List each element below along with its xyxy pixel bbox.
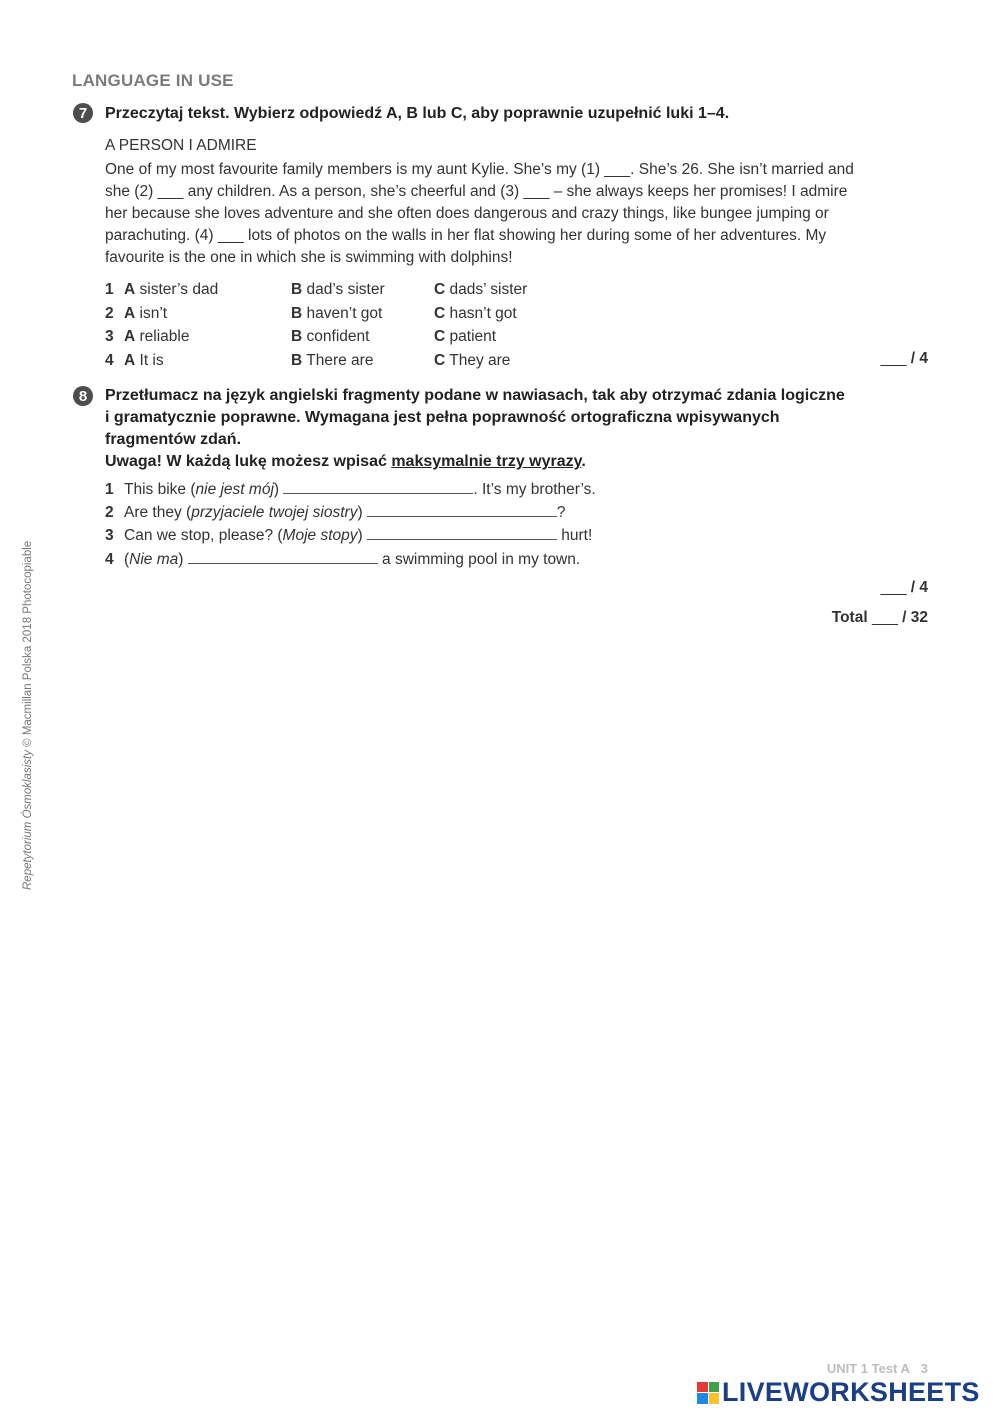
passage-line: her because she loves adventure and she often does dangerous and crazy things, like bungee jumping or [105, 205, 829, 222]
liveworksheets-brand[interactable] [697, 1377, 980, 1408]
option-a[interactable]: A isn’t [124, 305, 168, 322]
exercise-7-score [881, 350, 928, 368]
brand-name: LIVEWORKSHEETS [722, 1377, 980, 1407]
option-row [105, 279, 930, 301]
note-underlined: maksymalnie trzy wyrazy [391, 453, 582, 470]
option-c[interactable]: C They are [434, 352, 511, 369]
option-a[interactable]: A sister’s dad [124, 281, 219, 298]
passage-line: favourite is the one in which she is swimming with dolphins! [105, 249, 513, 266]
hint: nie jest mój [195, 481, 274, 498]
exercise-7-instruction: Przeczytaj tekst. Wybierz odpowiedź A, B lub C, aby poprawnie uzupełnić luki 1–4. [105, 105, 730, 122]
passage-line: she (2) ___ any children. As a person, she’s cheerful and (3) ___ – she always keeps her promises! I admire [105, 183, 848, 200]
answer-blank[interactable] [367, 525, 557, 540]
total-max: / 32 [902, 609, 928, 626]
page-footer [827, 1361, 928, 1376]
option-b[interactable]: B There are [291, 352, 374, 369]
option-number: 4 [105, 352, 114, 369]
score-blank[interactable]: ___ [880, 350, 907, 367]
score-max: / 4 [910, 350, 928, 367]
exercise-7-number-badge: 7 [73, 103, 93, 123]
section-title: LANGUAGE IN USE [72, 71, 234, 90]
exercise-8-score [881, 579, 928, 597]
exercise-8-instruction [105, 385, 845, 473]
translation-item: 2 Are they (przyjaciele twojej siostry) ? [105, 504, 566, 521]
score-max: / 4 [910, 579, 928, 596]
option-a[interactable]: A It is [124, 352, 164, 369]
instruction-line: fragmentów zdań. [105, 431, 242, 448]
option-number: 2 [105, 305, 114, 322]
page-number: 3 [920, 1361, 928, 1376]
liveworksheets-logo-icon [697, 1382, 719, 1404]
option-a[interactable]: A reliable [124, 328, 190, 345]
option-b[interactable]: B dad’s sister [291, 281, 385, 298]
option-number: 3 [105, 328, 114, 345]
option-row [105, 350, 930, 372]
exercise-8-number-badge: 8 [73, 386, 93, 406]
hint: przyjaciele twojej siostry [191, 504, 358, 521]
instruction-line: Przetłumacz na język angielski fragmenty podane w nawiasach, tak aby otrzymać zdania logiczne [105, 387, 845, 404]
option-c[interactable]: C patient [434, 328, 497, 345]
option-row [105, 303, 930, 325]
option-c[interactable]: C dads’ sister [434, 281, 528, 298]
instruction-note: Uwaga! W każdą lukę możesz wpisać maksymalnie trzy wyrazy. [105, 453, 586, 470]
translation-item: 1 This bike (nie jest mój) . It’s my brother’s. [105, 481, 596, 498]
translation-item: 3 Can we stop, please? (Moje stopy) hurt! [105, 527, 593, 544]
passage-title: A PERSON I ADMIRE [105, 137, 257, 154]
answer-blank[interactable] [367, 502, 557, 517]
option-b[interactable]: B confident [291, 328, 370, 345]
hint: Nie ma [129, 551, 179, 568]
passage-line: One of my most favourite family members is my aunt Kylie. She’s my (1) ___. She’s 26. She isn’t married and [105, 161, 854, 178]
total-label: Total [831, 609, 868, 626]
option-c[interactable]: C hasn’t got [434, 305, 517, 322]
logo-tile [709, 1382, 720, 1393]
unit-label: UNIT 1 Test A [826, 1361, 910, 1376]
answer-blank[interactable] [188, 549, 378, 564]
option-row [105, 326, 930, 348]
answer-blank[interactable] [283, 479, 473, 494]
total-score [832, 609, 928, 627]
logo-tile [697, 1382, 708, 1393]
option-number: 1 [105, 281, 114, 298]
translation-item: 4 (Nie ma) a swimming pool in my town. [105, 551, 581, 568]
passage-line: parachuting. (4) ___ lots of photos on the walls in her flat showing her during some of her adventures. My [105, 227, 827, 244]
copyright-note: Repetytorium Ósmoklasisty © Macmillan Polska 2018 Photocopiable [22, 540, 34, 890]
option-b[interactable]: B haven’t got [291, 305, 383, 322]
logo-tile [709, 1393, 720, 1404]
logo-tile [697, 1393, 708, 1404]
score-blank[interactable]: ___ [880, 579, 907, 596]
hint: Moje stopy [282, 527, 358, 544]
total-blank[interactable]: ___ [871, 609, 898, 626]
passage-text [105, 159, 905, 269]
instruction-line: i gramatycznie poprawne. Wymagana jest pełna poprawność ortograficzna wpisywanych [105, 409, 780, 426]
